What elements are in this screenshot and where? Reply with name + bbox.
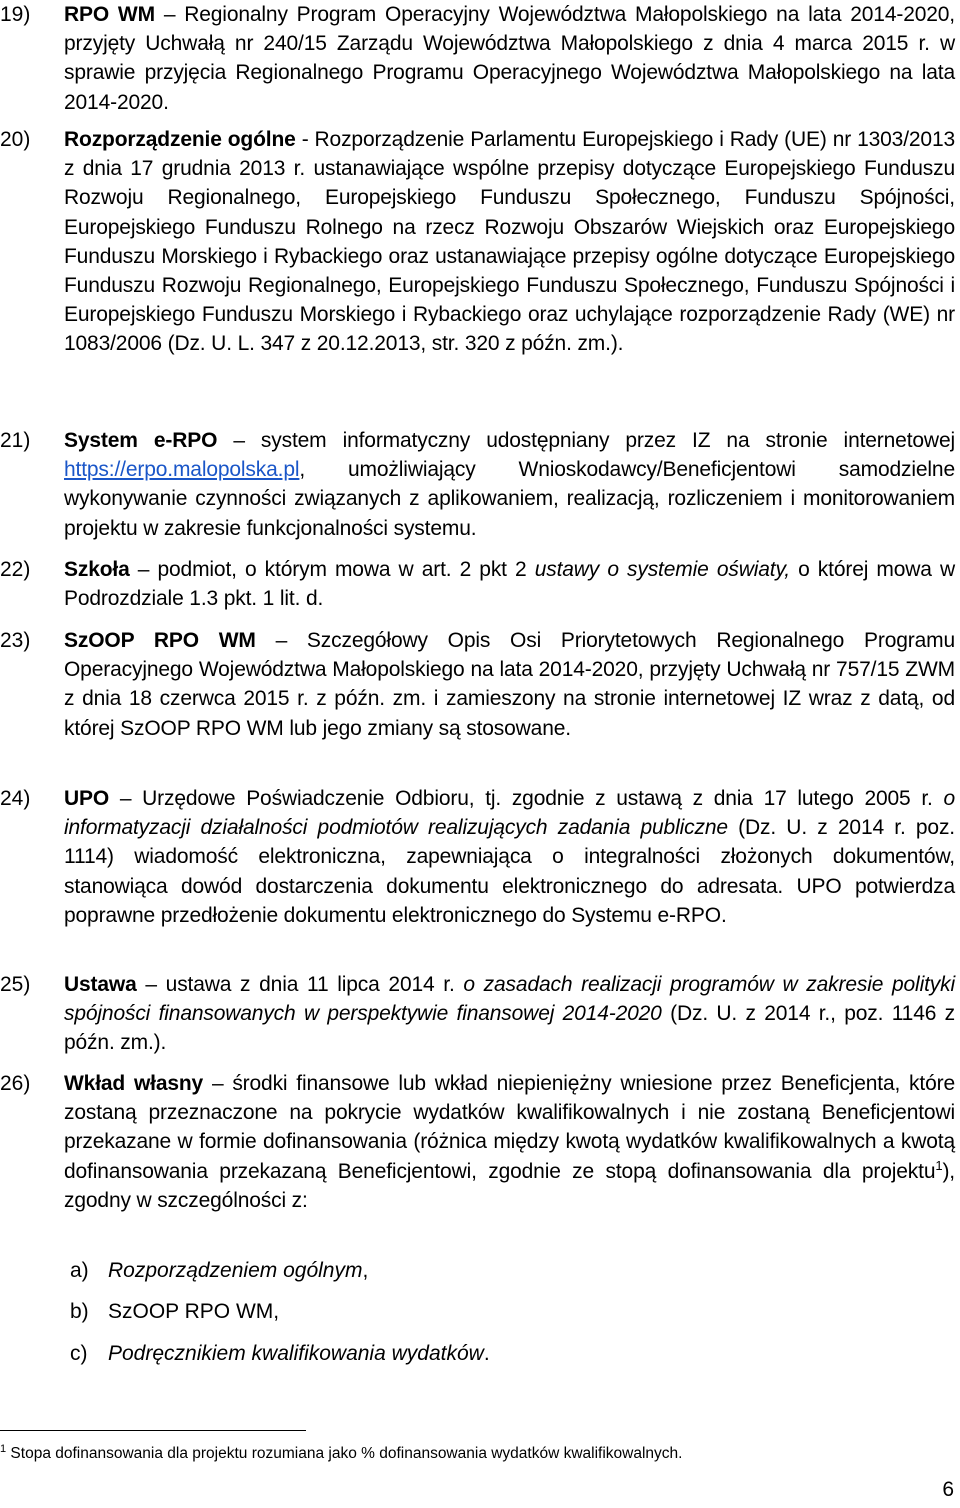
item-number: 21) xyxy=(0,429,31,452)
item-body xyxy=(64,970,955,1058)
item-body xyxy=(64,426,955,543)
erpo-link[interactable]: https://erpo.malopolska.pl xyxy=(64,458,300,482)
item-text: – ustawa z dnia 11 lipca 2014 r. xyxy=(136,973,464,996)
subitem-label: b) xyxy=(70,1300,89,1323)
subitem-b xyxy=(70,1297,279,1326)
item-term: RPO WM xyxy=(64,3,155,26)
subitem-text: Rozporządzeniem ogólnym xyxy=(108,1259,363,1282)
item-number: 24) xyxy=(0,787,31,810)
item-term: Rozporządzenie ogólne xyxy=(64,128,296,151)
item-term: SzOOP RPO WM xyxy=(64,629,256,652)
item-text: – środki finansowe lub wkład niepieniężny wniesione przez Beneficjenta, które zostaną przeznaczone na pokrycie wydatków kwalifikowalnych i nie zostaną Beneficjentowi przekazane w formie dofinansowania (różnica między kwotą wydatków kwalifikowalnych a kwotą dofinansowania przekazaną Beneficjentowi, zgodnie ze stopą dofinansowania dla projektu xyxy=(64,1072,955,1183)
item-term: Ustawa xyxy=(64,973,137,996)
footnote-separator xyxy=(0,1430,306,1431)
subitem-label: a) xyxy=(70,1259,89,1282)
item-text: – Urzędowe Poświadczenie Odbioru, tj. zgodnie z ustawą z dnia 17 lutego 2005 r. xyxy=(109,787,944,810)
item-number: 20) xyxy=(0,128,31,151)
item-text: – podmiot, o którym mowa w art. 2 pkt 2 xyxy=(129,558,535,581)
item-body xyxy=(64,1069,955,1215)
item-term: System e-RPO xyxy=(64,429,218,452)
item-body xyxy=(64,125,955,359)
item-text: – Regionalny Program Operacyjny Województwa Małopolskiego na lata 2014-2020, przyjęty Uchwałą nr 240/15 Zarządu Województwa Małopolskiego z dnia 4 marca 2015 r. w sprawie przyjęcia Regionalnego Programu Operacyjnego Województwa Małopolskiego na lata 2014-2020. xyxy=(64,3,955,114)
item-text-after: (Dz. U. z 2014 r. poz. 1114) wiadomość elektroniczna, zapewniająca o integralności złożonych dokumentów, stanowiąca dowód dostarczenia dokumentu elektronicznego do adresata. UPO potwierdza poprawne przedłożenie dokumentu elektronicznego do Systemu e-RPO. xyxy=(64,816,955,927)
footnote-mark: 1 xyxy=(0,1442,7,1455)
item-text: – Szczegółowy Opis Osi Priorytetowych Regionalnego Programu Operacyjnego Województwa Małopolskiego na lata 2014-2020, przyjęty Uchwałą nr 757/15 ZWM z dnia 18 czerwca 2015 r. z późn. zm. i zamieszony na stronie internetowej IZ wraz z datą, od której SzOOP RPO WM lub jego zmiany są stosowane. xyxy=(64,629,955,740)
subitem-a xyxy=(70,1256,368,1285)
item-number: 26) xyxy=(0,1072,31,1095)
item-term: Szkoła xyxy=(64,558,130,581)
item-text-after: , umożliwiający Wnioskodawcy/Beneficjentowi samodzielne wykonywanie czynności związanych z aplikowaniem, realizacją, rozliczeniem i monitorowaniem projektu w zakresie funkcjonalności systemu. xyxy=(64,458,955,540)
item-text: - Rozporządzenie Parlamentu Europejskiego i Rady (UE) nr 1303/2013 z dnia 17 grudnia 2013 r. ustanawiające wspólne przepisy dotyczące Europejskiego Funduszu Rozwoju Regionalnego, Europejskiego Funduszu Społecznego, Funduszu Spójności, Europejskiego Funduszu Rolnego na rzecz Rozwoju Obszarów Wiejskich oraz Europejskiego Funduszu Morskiego i Rybackiego oraz ustanawiające przepisy ogólne dotyczące Europejskiego Funduszu Rozwoju Regionalnego, Europejskiego Funduszu Społecznego, Funduszu Spójności i Europejskiego Funduszu Morskiego i Rybackiego oraz uchylające rozporządzenie Rady (WE) nr 1083/2006 (Dz. U. L. 347 z 20.12.2013, str. 320 z późn. zm.). xyxy=(64,128,956,356)
item-text: – system informatyczny udostępniany przez IZ na stronie internetowej xyxy=(217,429,955,452)
subitem-c xyxy=(70,1339,490,1368)
footnote xyxy=(0,1443,682,1465)
footnote-text: Stopa dofinansowania dla projektu rozumiana jako % dofinansowania wydatków kwalifikowalnych. xyxy=(6,1445,683,1462)
page-number: 6 xyxy=(942,1478,954,1501)
item-italic: o informatyzacji działalności podmiotów realizujących zadania publiczne xyxy=(64,787,955,840)
item-body xyxy=(64,626,955,743)
item-body xyxy=(64,784,955,930)
subitem-suffix: , xyxy=(362,1259,369,1282)
item-italic: o zasadach realizacji programów w zakresie polityki spójności finansowanych w perspektywie finansowej 2014-2020 xyxy=(64,973,955,1026)
item-body xyxy=(64,555,955,613)
subitem-text: Podręcznikiem kwalifikowania wydatków xyxy=(108,1342,484,1365)
item-term: Wkład własny xyxy=(64,1072,204,1095)
item-text-after: o której mowa w Podrozdziale 1.3 pkt. 1 lit. d. xyxy=(64,558,955,611)
subitem-text: SzOOP RPO WM, xyxy=(108,1300,280,1323)
item-number: 23) xyxy=(0,629,31,652)
item-body xyxy=(64,0,955,117)
item-number: 25) xyxy=(0,973,31,996)
item-text-after: ), zgodny w szczególności z: xyxy=(64,1159,955,1212)
footnote-reference[interactable]: 1 xyxy=(935,1157,943,1173)
item-italic: ustawy o systemie oświaty, xyxy=(534,558,790,581)
subitem-suffix: . xyxy=(483,1342,490,1365)
subitem-label: c) xyxy=(70,1342,88,1365)
item-text-after: (Dz. U. z 2014 r., poz. 1146 z późn. zm.). xyxy=(64,1002,955,1055)
item-number: 19) xyxy=(0,3,31,26)
item-term: UPO xyxy=(64,787,110,810)
item-number: 22) xyxy=(0,558,31,581)
